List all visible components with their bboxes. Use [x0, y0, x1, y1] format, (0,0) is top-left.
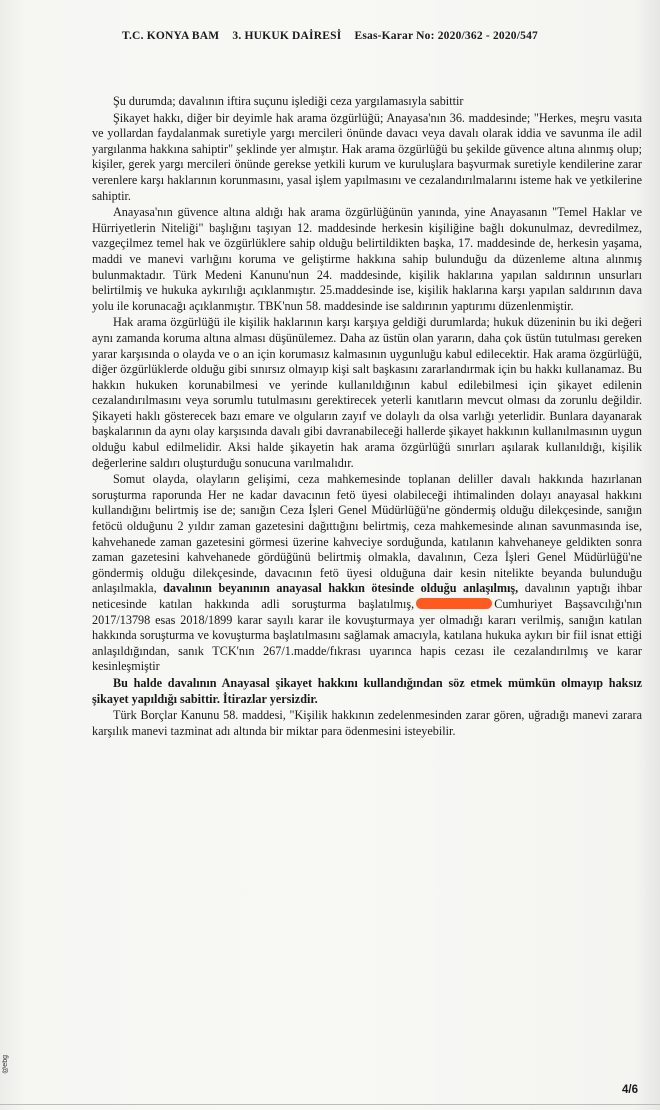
paragraph-5 [92, 472, 642, 675]
edge-stamp-mark: @ebg [2, 1055, 9, 1074]
paragraph-3: Anayasa'nın güvence altına aldığı hak arama özgürlüğünün yanında, yine Anayasanın "Temel Haklar ve Hürriyetlerin Niteliği" başlığını taşıyan 12. maddesinde herkesin kişiliğine bağlı dokunulmaz, devredilmez, vazgeçilmez temel hak ve özgürlüklere sahip olduğu belirtildikten başka, 17. maddesinde de, herkesin yaşama, maddi ve manevi varlığını koruma ve geliştirme hakkına sahip bulunduğu da düzenleme altına alınmış bulunmaktadır. Türk Medeni Kanunu'nun 24. maddesinde, kişilik haklarına yapılan saldırının unsurları belirtilmiş ve hukuka aykırılığı açıklanmıştır. 25.maddesinde ise, kişilik haklarına karşı yapılan saldırının dava yolu ile korunacağı açıklanmıştır. TBK'nun 58. maddesinde ise saldırının yaptırımı düzenlenmiştir. [92, 205, 642, 313]
paragraph-7: Türk Borçlar Kanunu 58. maddesi, "Kişilik hakkının zedelenmesinden zarar gören, uğradığı manevi zarara karşılık manevi tazminat adı altında bir miktar para ödenmesini isteyebilir. [92, 708, 642, 738]
paragraph-2: Şikayet hakkı, diğer bir deyimle hak arama özgürlüğü; Anayasa'nın 36. maddesinde; "Herkes, meşru vasıta ve yollardan faydalanmak suretiyle yargı mercileri önünde davacı veya davalı olarak iddia ve savunma ile adil yargılanma hakkına sahiptir" şeklinde yer almıştır. Hak arama özgürlüğü bu şekilde güvence altına alınmış olup; kişiler, gerek yargı mercileri önünde gerekse yetkili kurum ve kuruluşlara başvurmak suretiyle kendilerine zarar verenlere karşı haklarının korunmasını, yasal işlem yapılmasını ve cezalandırılmalarını isteme hak ve yetkilerine sahiptir. [92, 110, 642, 203]
paragraph-4: Hak arama özgürlüğü ile kişilik haklarının karşı karşıya geldiği durumlarda; hukuk düzeninin bu iki değeri aynı zamanda koruma altına alması düşünülemez. Daha az üstün olan yararın, daha çok üstün tutulması gereken yarar karşısında o olayda ve o an için korumasız kalmasının uygunluğu kabul edilecektir. Hak arama özgürlüğü, diğer özgürlüklerde olduğu gibi sınırsız olmayıp kişi salt başkasını zararlandırmak için bu hakkı kullanamaz. Bu hakkın hukuken korunabilmesi ve yerinde kullanıldığının kabul edilebilmesi için şikayet edilenin cezalandırılmasını veya sorumlu tutulmasını gerektirecek yeterli kanıtların mevcut olması da zorunlu değildir. Şikayeti haklı gösterecek bazı emare ve olguların zayıf ve dolaylı da olsa varlığı yeterlidir. Bunlara dayanarak başkalarının da aynı olay karşısında davalı gibi davranabileceği hallerde şikayet hakkının kullanılmasının uygun olduğu kabul edilmelidir. Aksi halde şikayetin hak arama özgürlüğü sınırları aşılarak kullanıldığı, kişilik değerlerine saldırı oluşturduğu sonucuna varılmalıdır. [92, 315, 642, 470]
paragraph-5-text-b: davalının yaptığı ihbar neticesinde katılan hakkında adli soruşturma başlatılmış, [92, 581, 643, 611]
redaction-mark [416, 598, 492, 609]
paragraph-5-text-a: Somut olayda, olayların gelişimi, ceza mahkemesinde toplanan deliller davalı hakkında hazırlanan soruşturma raporunda Her ne kadar davacının fetö üyesi olabileceği ihtimalinden dolayı anayasal hakkını kullandığını belirtmiş ise de; sanığın Ceza İşleri Genel Müdürlüğü'ne göndermiş olduğu dilekçesinde, sanığın fetöcü olduğunu 2 yıldır zaman gazetesini dağıttığını belirtmiş, ceza mahkemesinde alınan savunmasında ise, kahvehanede zaman gazetesini görmesi üzerine kahveciye sorduğunda, katılanın kahvehaneye geldikten sonra zaman gazetesini kahvehanede gördüğünü belirtmiş olmakla, davalının, Ceza İşleri Genel Müdürlüğü'ne göndermiş olduğu dilekçesinde, davacının fetö üyesi olduğuna dair kesin nitelikte beyanda bulunduğu anlaşılmakla, [92, 472, 642, 596]
document-body [92, 94, 642, 739]
paragraph-1: Şu durumda; davalının iftira suçunu işlediği ceza yargılamasıyla sabittir [113, 94, 464, 108]
paragraph-6-conclusion: Bu halde davalının Anayasal şikayet hakkını kullandığından söz etmek mümkün olmayıp haksız şikayet yapıldığı sabittir. İtirazlar yersizdir. [92, 675, 642, 706]
paragraph-5-bold: davalının beyanının anayasal hakkın ötesinde olduğu anlaşılmış, [163, 581, 519, 596]
document-header [0, 30, 660, 42]
page-number: 4/6 [622, 1084, 638, 1096]
case-number: Esas-Karar No: 2020/362 - 2020/547 [354, 30, 539, 42]
page-bottom-edge [0, 1104, 660, 1105]
chamber-name: 3. HUKUK DAİRESİ [232, 30, 342, 42]
paragraph-5-text-c: Cumhuriyet Başsavcılığı'nın 2017/13798 esas 2018/1899 karar sayılı karar ile kovuşturmaya yer olmadığı kararı verilmiş, sanığın katılan hakkında soruşturma ve kovuşturma başlatılmasını sağlamak amacıyla, katılana hukuka aykırı bir fiil isnat ettiği anlaşıldığından, sanık TCK'nın 267/1.madde/fıkrası uyarınca hapis cezası ile cezalandırılmış ve karar kesinleşmiştir [92, 597, 643, 674]
court-name: T.C. KONYA BAM [121, 30, 220, 42]
